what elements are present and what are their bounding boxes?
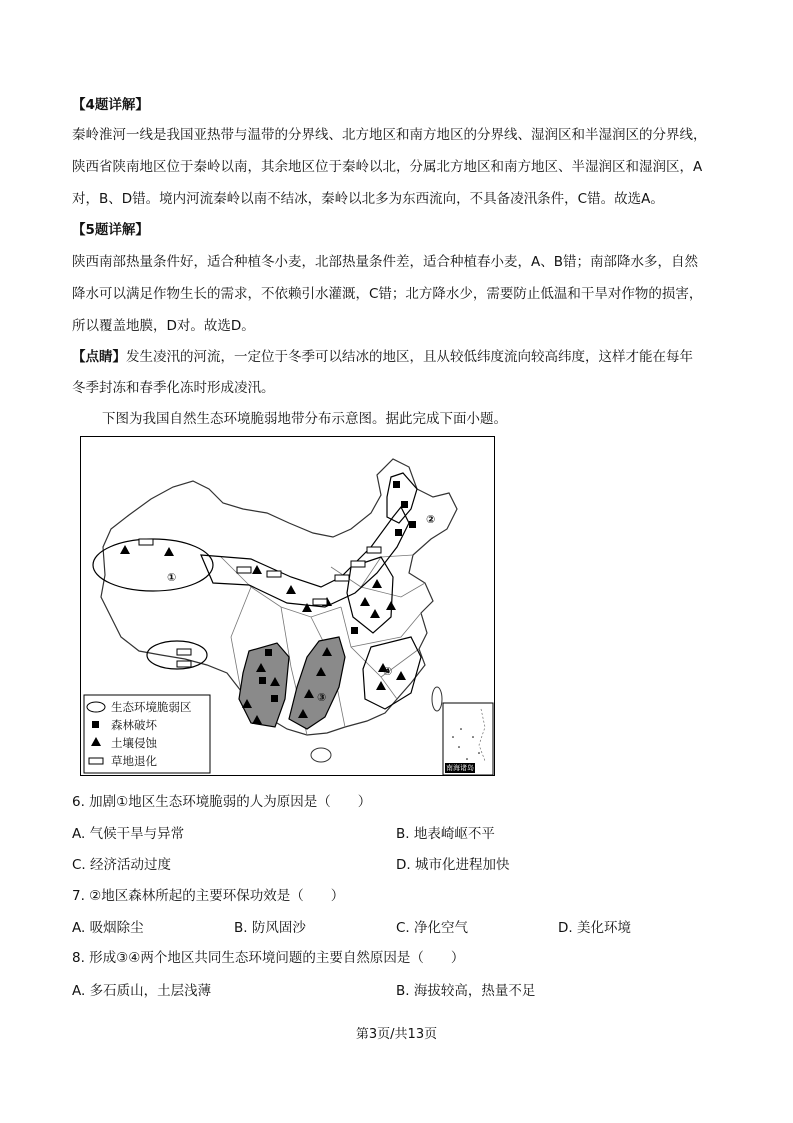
section5-line-1: 陕西南部热量条件好，适合种植冬小麦，北部热量条件差，适合种植春小麦，A、B错；南部降水多，自然 [72, 254, 698, 270]
section4-line-2: 陕西省陕南地区位于秦岭以南，其余地区位于秦岭以北，分属北方地区和南方地区、半湿润区和湿润区，A [72, 159, 703, 175]
section5-line-2: 降水可以满足作物生长的需求，不依赖引水灌溉，C错；北方降水少，需要防止低温和干旱对作物的损害， [72, 286, 703, 302]
section4-line-3: 对，B、D错。境内河流秦岭以南不结冰，秦岭以北多为东西流向，不具备凌汛条件，C错。故选A。 [72, 191, 664, 207]
page-footer: 第3页/共13页 [355, 1027, 438, 1042]
q6-option-b[interactable]: B. 地表崎岖不平 [396, 826, 495, 842]
q8-option-a[interactable]: A. 多石质山，土层浅薄 [72, 983, 212, 999]
tip-line-1 [72, 347, 693, 367]
legend-grassland-degradation: 草地退化 [111, 754, 157, 768]
section4-line-1: 秦岭淮河一线是我国亚热带与温带的分界线、北方地区和南方地区的分界线、湿润区和半湿润区的分界线， [72, 127, 707, 143]
legend-forest-destruction: 森林破坏 [111, 718, 157, 732]
q8-stem: 8. 形成③④两个地区共同生态环境问题的主要自然原因是（ ） [72, 950, 465, 966]
q7-option-a[interactable]: A. 吸烟除尘 [72, 920, 144, 936]
region-label-4: ④ [383, 665, 393, 678]
inset-label: 南海诸岛 [446, 764, 474, 772]
legend-soil-erosion: 土壤侵蚀 [111, 736, 157, 750]
legend-fragile-zone: 生态环境脆弱区 [111, 700, 192, 714]
q7-option-c[interactable]: C. 净化空气 [396, 920, 469, 936]
q6-option-d[interactable]: D. 城市化进程加快 [396, 857, 510, 873]
q6-stem: 6. 加剧①地区生态环境脆弱的人为原因是（ ） [72, 794, 372, 810]
zone-1 [93, 539, 213, 591]
zone-3a [239, 643, 289, 727]
region-label-3: ③ [317, 691, 327, 704]
section5-line-3: 所以覆盖地膜，D对。故选D。 [72, 318, 255, 334]
china-map-figure [80, 436, 495, 776]
q7-stem: 7. ②地区森林所起的主要环保功效是（ ） [72, 888, 345, 904]
figure-intro: 下图为我国自然生态环境脆弱地带分布示意图。据此完成下面小题。 [102, 411, 507, 427]
q7-option-b[interactable]: B. 防风固沙 [234, 920, 306, 936]
zone-north [347, 557, 393, 633]
section5-heading: 【5题详解】 [72, 222, 149, 238]
tip-label: 【点睛】 [72, 349, 126, 365]
q7-option-d[interactable]: D. 美化环境 [558, 920, 631, 936]
zone-3b [289, 637, 345, 729]
tip-text-1: 发生凌汛的河流，一定位于冬季可以结冰的地区，且从较低纬度流向较高纬度，这样才能在每年 [126, 349, 693, 365]
region-label-1: ① [167, 571, 177, 584]
region-label-2: ② [426, 513, 436, 526]
q6-option-a[interactable]: A. 气候干旱与异常 [72, 826, 185, 842]
q8-option-b[interactable]: B. 海拔较高，热量不足 [396, 983, 536, 999]
section4-heading: 【4题详解】 [72, 97, 149, 113]
zone-2 [387, 473, 417, 523]
zone-belt [201, 507, 409, 607]
q6-option-c[interactable]: C. 经济活动过度 [72, 857, 172, 873]
tip-line-2: 冬季封冻和春季化冻时形成凌汛。 [72, 380, 275, 396]
